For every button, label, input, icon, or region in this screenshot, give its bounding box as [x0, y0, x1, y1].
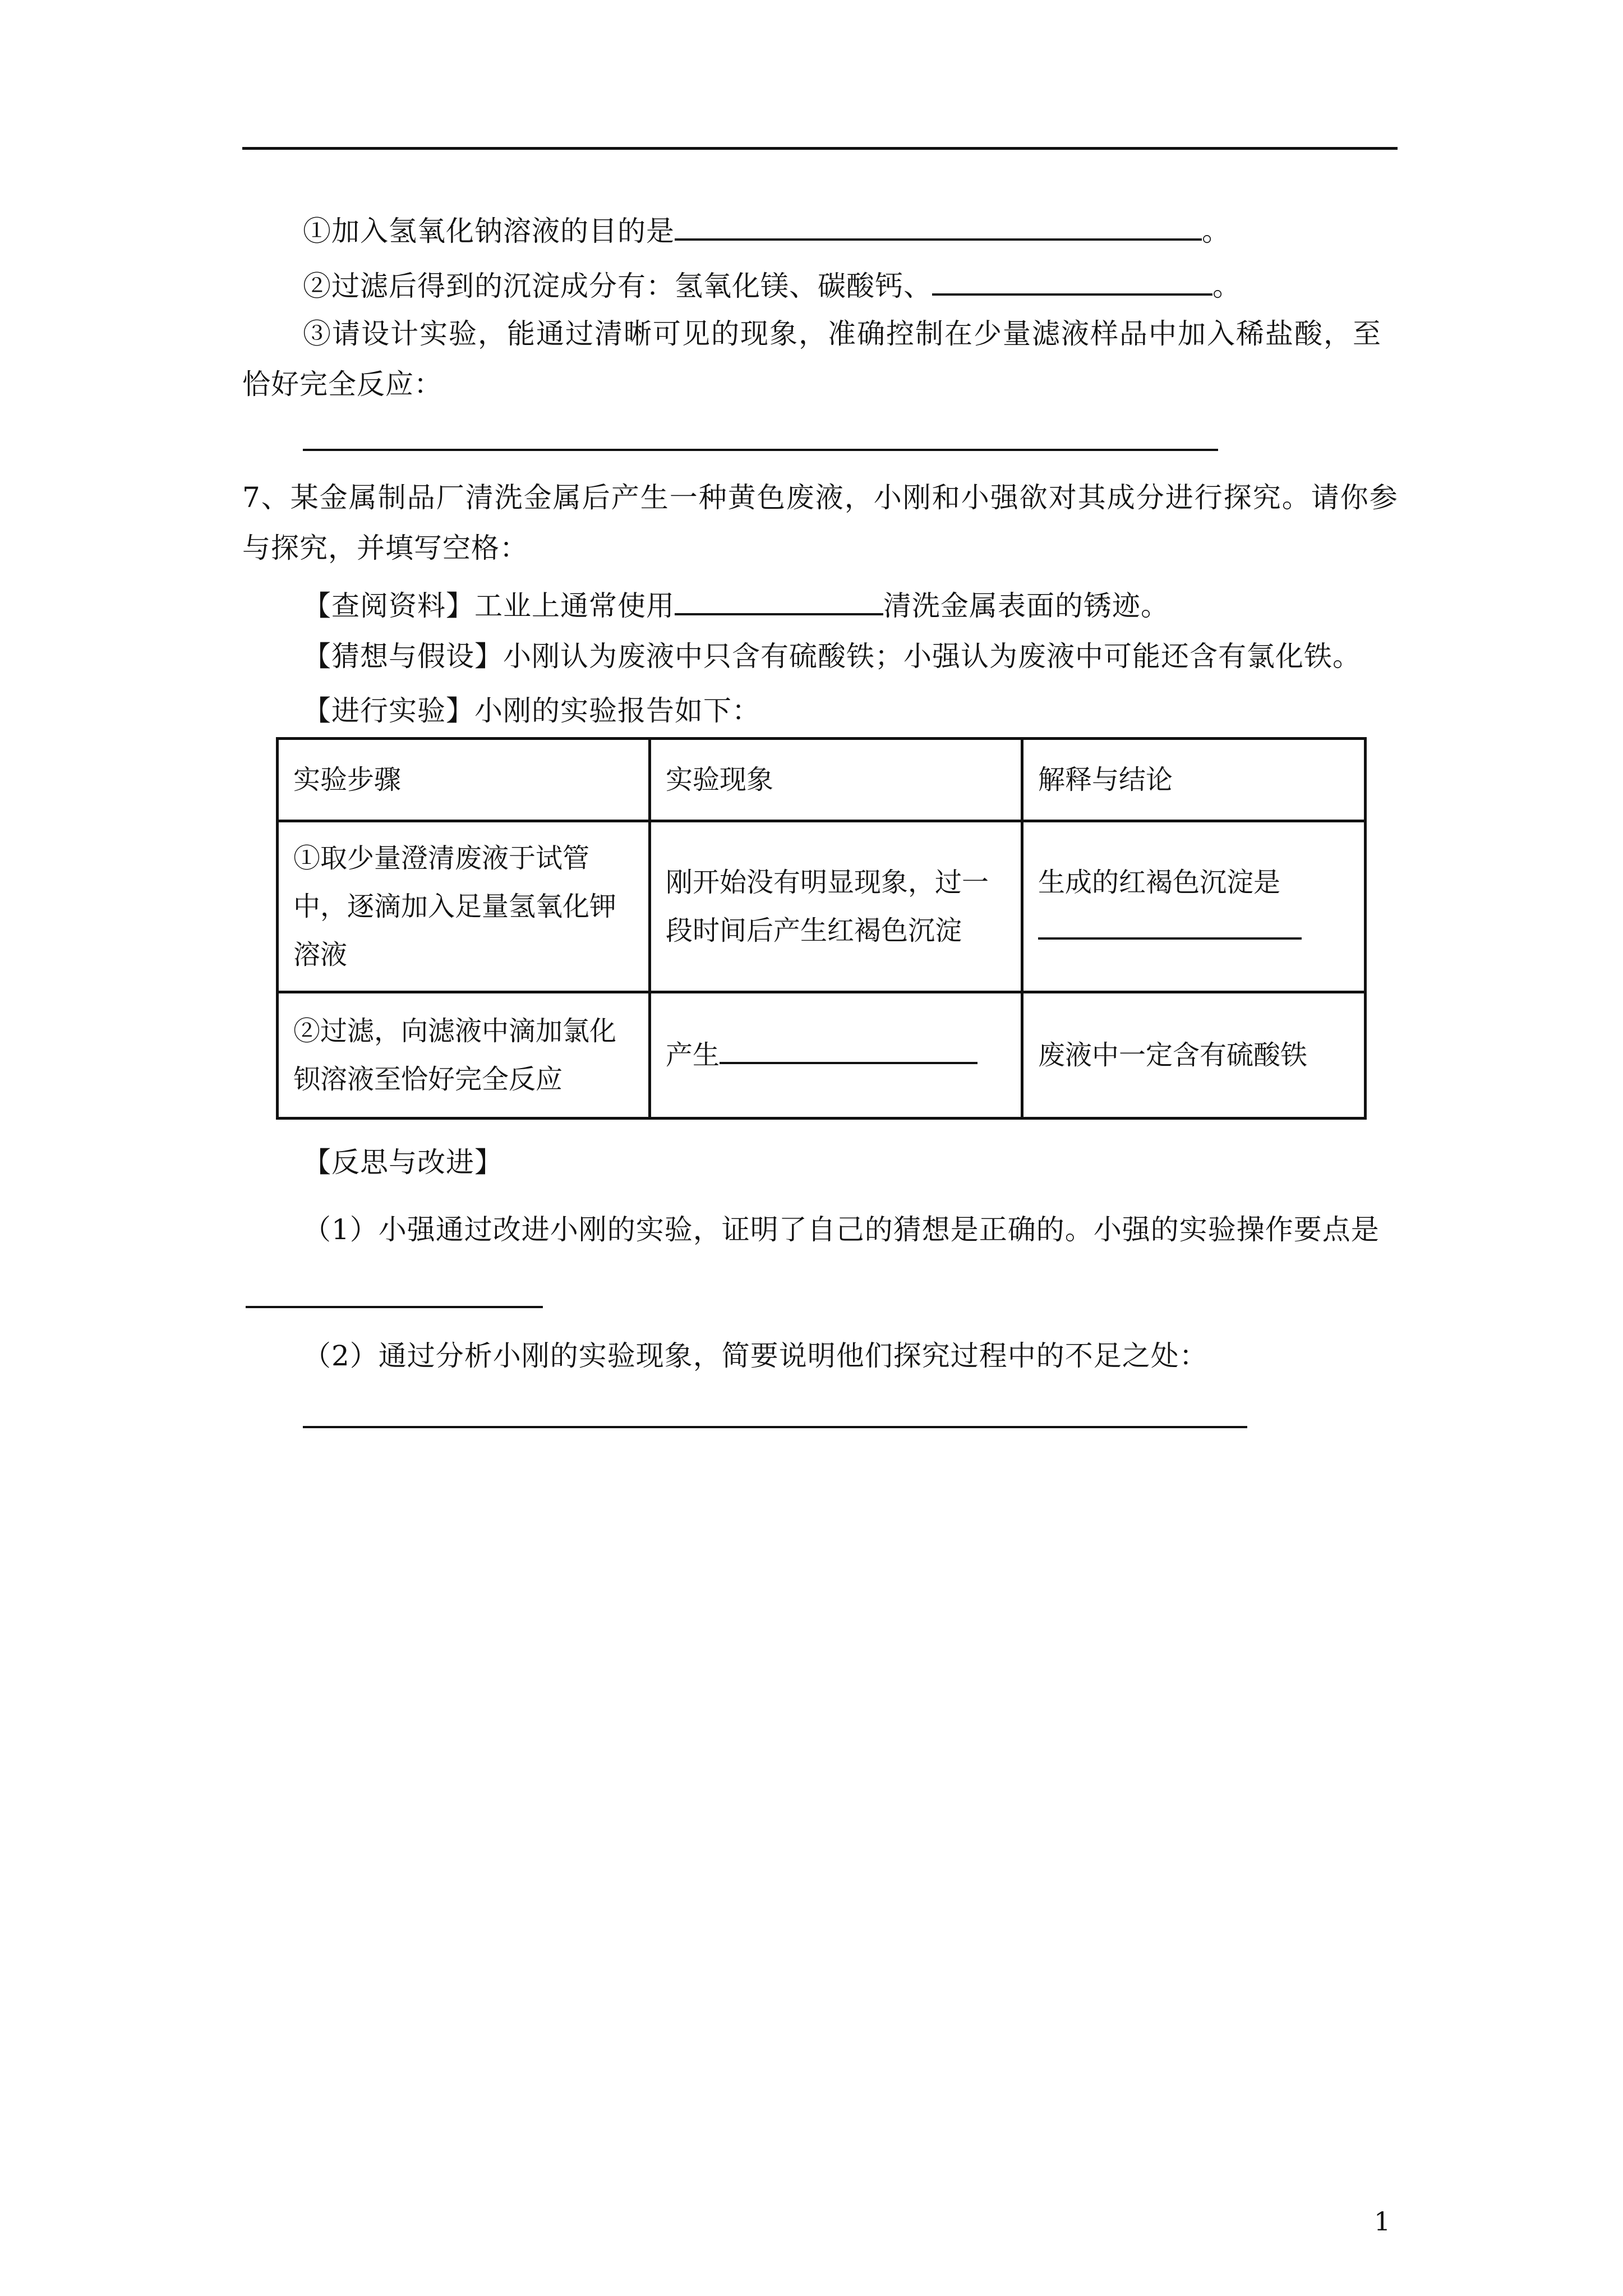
q6-answer-line[interactable] — [303, 449, 1218, 451]
reflection-1-answer-line[interactable] — [246, 1306, 543, 1308]
table-cell-conclusion: 生成的红褐色沉淀是 — [1022, 821, 1366, 992]
table-cell-conclusion: 废液中一定含有硫酸铁 — [1022, 992, 1366, 1119]
table-header-step: 实验步骤 — [278, 739, 650, 821]
table-cell-phenomenon: 产生 — [650, 992, 1022, 1119]
q6-item-1-text: ①加入氢氧化钠溶液的目的是 — [303, 215, 675, 247]
q6-item-1-blank[interactable] — [675, 214, 1202, 241]
table-row — [278, 821, 1366, 992]
q7-research: 【查阅资料】工业上通常使用 清洗金属表面的锈迹。 — [303, 590, 1169, 622]
table-header-conclusion: 解释与结论 — [1022, 739, 1366, 821]
q7-intro-1: 7、某金属制品厂清洗金属后产生一种黄色废液，小刚和小强欲对其成分进行探究。请你参 — [242, 481, 1399, 514]
q7-hypothesis: 【猜想与假设】小刚认为废液中只含有硫酸铁；小强认为废液中可能还含有氯化铁。 — [303, 640, 1361, 673]
q7-research-blank[interactable] — [675, 588, 883, 615]
reflection-2-answer-line[interactable] — [303, 1426, 1247, 1428]
experiment-report-table — [276, 737, 1367, 1120]
table-cell-phenomenon: 刚开始没有明显现象，过一段时间后产生红褐色沉淀 — [650, 821, 1022, 992]
q6-item-3-cont: 恰好完全反应： — [242, 368, 442, 401]
reflection-item-2: （2）通过分析小刚的实验现象，简要说明他们探究过程中的不足之处： — [303, 1340, 1208, 1372]
q6-item-1: ①加入氢氧化钠溶液的目的是 。 — [303, 215, 1230, 247]
page-number: 1 — [1374, 2206, 1391, 2237]
q6-item-2-text: ②过滤后得到的沉淀成分有：氢氧化镁、碳酸钙、 — [303, 270, 932, 302]
q6-item-3: ③请设计实验，能通过清晰可见的现象，准确控制在少量滤液样品中加入稀盐酸，至 — [303, 318, 1382, 350]
table-cell-blank[interactable] — [1038, 915, 1302, 940]
table-cell-blank[interactable] — [720, 1039, 978, 1064]
header-rule — [242, 147, 1398, 150]
q6-item-2-blank[interactable] — [932, 269, 1212, 296]
reflection-item-1: （1）小强通过改进小刚的实验，证明了自己的猜想是正确的。小强的实验操作要点是 — [303, 1213, 1380, 1246]
q6-item-2: ②过滤后得到的沉淀成分有：氢氧化镁、碳酸钙、 。 — [303, 270, 1241, 302]
table-header-phenomenon: 实验现象 — [650, 739, 1022, 821]
table-header-row — [278, 739, 1366, 821]
q7-experiment-heading: 【进行实验】小刚的实验报告如下： — [303, 694, 760, 727]
q7-intro-2: 与探究，并填写空格： — [242, 532, 528, 564]
table-cell-step: ①取少量澄清废液于试管中，逐滴加入足量氢氧化钾溶液 — [278, 821, 650, 992]
reflection-heading: 【反思与改进】 — [303, 1146, 503, 1179]
table-cell-step: ②过滤，向滤液中滴加氯化钡溶液至恰好完全反应 — [278, 992, 650, 1119]
table-row — [278, 992, 1366, 1119]
